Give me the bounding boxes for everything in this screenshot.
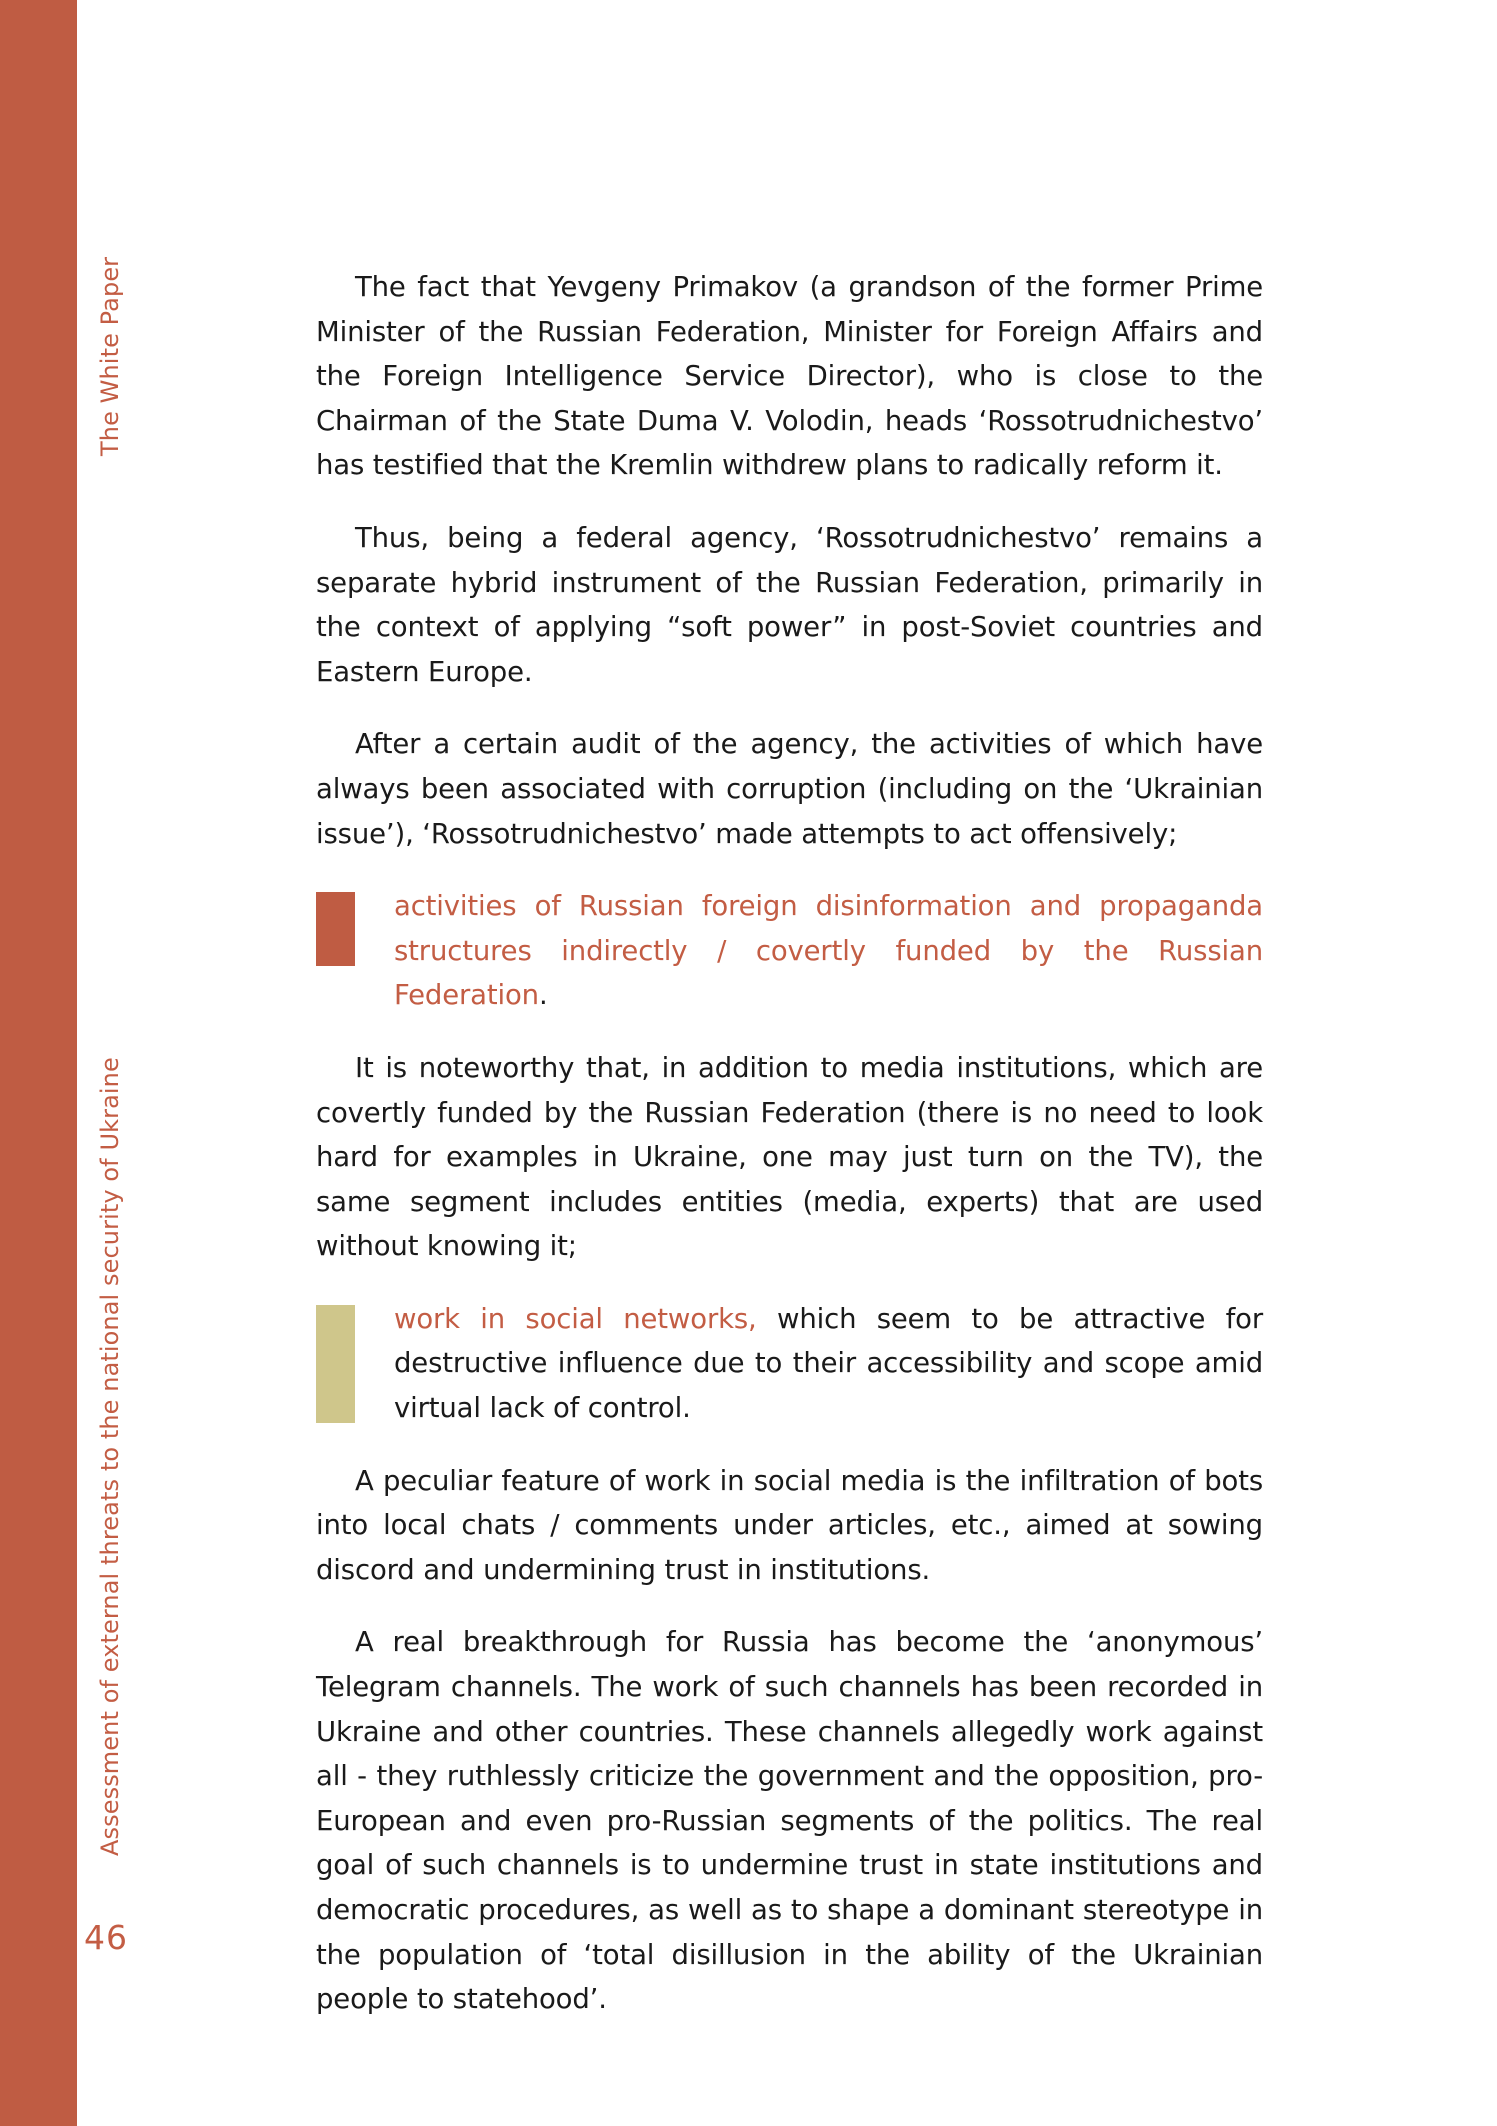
main-content	[316, 265, 1263, 2050]
paragraph-audit: After a certain audit of the agency, the activities of which have always been associated with corruption (including on the ‘Ukrainian issue’), ‘Rossotrudnichestvo’ made attempts to act offensively;	[316, 728, 1263, 850]
callout-disinformation	[316, 884, 1263, 1018]
paragraph-media: It is noteworthy that, in addition to media institutions, which are covertly funded by the Russian Federation (there is no need to look hard for examples in Ukraine, one may just turn on the TV), the same segment includes entities (media, experts) that are used without knowing it;	[316, 1051, 1263, 1263]
callout-disinformation-text	[394, 884, 1263, 1018]
callout-social-networks	[316, 1297, 1263, 1431]
paragraph-telegram: A real breakthrough for Russia has become the ‘anonymous’ Telegram channels. The work of such channels has been recorded in Ukraine and other countries. These channels allegedly work against all - they ruthlessly criticize the government and the opposition, pro-European and even pro-Russian segments of the politics. The real goal of such channels is to undermine trust in state institutions and democratic procedures, as well as to shape a dominant stereotype in the population of ‘total disillusion in the ability of the Ukrainian people to statehood’.	[316, 1626, 1263, 2016]
paragraph-primakov: The fact that Yevgeny Primakov (a grandson of the former Prime Minister of the Russian Federation, Minister for Foreign Affairs and the Foreign Intelligence Service Director), who is close to the Chairman of the State Duma V. Volodin, heads ‘Rossotrudnichestvo’ has testified that the Kremlin withdrew plans to radically reform it.	[316, 271, 1263, 482]
sidebar-band	[0, 0, 77, 2126]
callout-social-networks-tail: which seem to be attractive for destructive influence due to their accessibility and scope amid virtual lack of control.	[394, 1302, 1263, 1425]
callout-disinformation-highlight: activities of Russian foreign disinformation and propaganda structures indirectly / covertly funded by the Russian Federation	[394, 890, 1263, 1012]
running-title: The White Paper	[96, 256, 124, 456]
page-number: 46	[84, 1918, 128, 1957]
callout-social-networks-text	[394, 1297, 1263, 1431]
callout-disinformation-tail: .	[538, 979, 548, 1012]
paragraph-bots: A peculiar feature of work in social media is the infiltration of bots into local chats / comments under articles, etc., aimed at sowing discord and undermining trust in institutions.	[316, 1464, 1263, 1586]
callout-marker-red	[316, 892, 355, 966]
section-title: Assessment of external threats to the national security of Ukraine	[96, 1057, 124, 1856]
paragraph-federal-agency: Thus, being a federal agency, ‘Rossotrudnichestvo’ remains a separate hybrid instrument of the Russian Federation, primarily in the context of applying “soft power” in post-Soviet countries and Eastern Europe.	[316, 521, 1263, 688]
callout-marker-beige	[316, 1305, 355, 1423]
callout-social-networks-highlight: work in social networks,	[394, 1302, 757, 1335]
